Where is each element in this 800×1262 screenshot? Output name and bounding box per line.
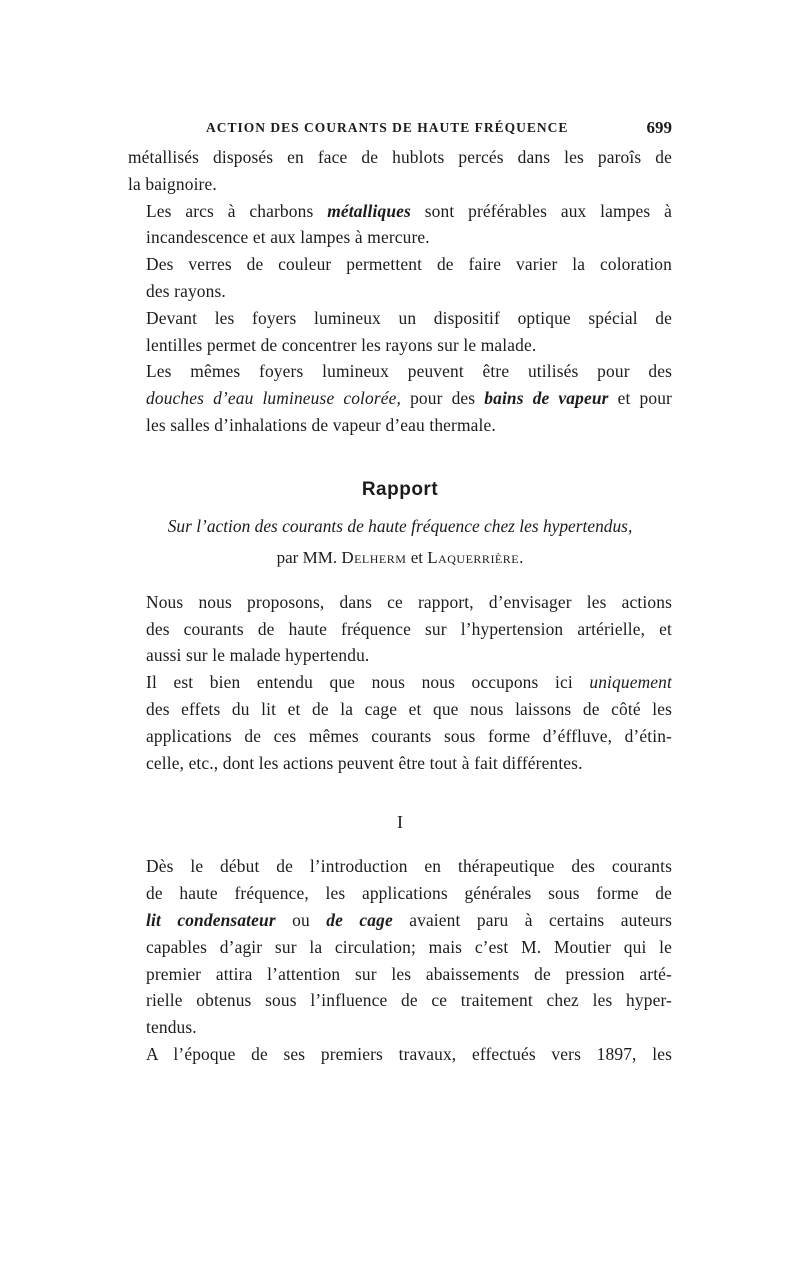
text-run: avaient paru à certains auteurs <box>392 909 673 930</box>
paragraph-5 <box>128 358 672 438</box>
section-authors <box>128 545 672 571</box>
text-line <box>128 198 672 225</box>
text-run: pour des <box>401 388 485 409</box>
text-run: par MM. <box>276 547 342 567</box>
text-line: A l’époque de ses premiers travaux, effectués vers 1897, les <box>146 1043 672 1064</box>
paragraph-3 <box>128 251 672 305</box>
section-title: Rapport <box>361 478 439 500</box>
paragraph-4 <box>128 305 672 359</box>
text-line <box>128 907 672 934</box>
emphasis-text: métalliques <box>327 200 411 221</box>
emphasis-text: bains de vapeur <box>484 388 609 409</box>
paragraph-6 <box>128 589 672 669</box>
text-line: applications de ces mêmes courants sous forme d’éffluve, d’étin- <box>146 725 672 746</box>
text-run: et pour <box>608 388 672 409</box>
text-line: Des verres de couleur permettent de faire varier la coloration <box>146 254 672 275</box>
text-line: de haute fréquence, les applications générales sous forme de <box>146 883 672 904</box>
section-subtitle: Sur l’action des courants de haute fréquence chez les hypertendus, <box>167 515 633 536</box>
text-run: et <box>406 547 428 567</box>
text-run: . <box>519 547 524 567</box>
text-line: des courants de haute fréquence sur l’hypertension artérielle, et <box>146 618 672 639</box>
text-line: Les mêmes foyers lumineux peuvent être utilisés pour des <box>146 361 672 382</box>
text-line: incandescence et aux lampes à mercure. <box>146 227 430 248</box>
emphasis-text: de cage <box>326 909 393 930</box>
text-line: capables d’agir sur la circulation; mais c’est M. Moutier qui le <box>146 936 672 957</box>
text-line: Dès le début de l’introduction en thérapeutique des courants <box>146 856 672 877</box>
text-line <box>128 669 672 696</box>
paragraph-2 <box>128 198 672 252</box>
text-line: les salles d’inhalations de vapeur d’eau thermale. <box>146 414 496 435</box>
book-page <box>128 116 672 1068</box>
emphasis-text: douches d’eau lumineuse colorée, <box>146 388 402 409</box>
text-line <box>128 385 672 412</box>
text-line: des rayons. <box>146 280 226 301</box>
text-run: Il est bien entendu que nous nous occupons ici <box>146 672 590 693</box>
text-line: tendus. <box>146 1017 197 1038</box>
page-number: 699 <box>646 118 672 137</box>
text-line: lentilles permet de concentrer les rayons sur le malade. <box>146 334 537 355</box>
text-line: aussi sur le malade hypertendu. <box>146 645 370 666</box>
paragraph-8 <box>128 853 672 1041</box>
text-run: ou <box>275 909 327 930</box>
text-line: Nous nous proposons, dans ce rapport, d’envisager les actions <box>146 591 672 612</box>
text-line: la baignoire. <box>128 173 217 194</box>
text-run: Les arcs à charbons <box>146 200 328 221</box>
author-name: Laquerrière <box>427 547 520 567</box>
text-run: sont préférables aux lampes à <box>410 200 672 221</box>
text-line: celle, etc., dont les actions peuvent être tout à fait différentes. <box>146 752 583 773</box>
paragraph-9 <box>128 1041 672 1068</box>
emphasis-text: lit condensateur <box>146 909 276 930</box>
part-numeral: I <box>397 812 403 833</box>
author-name: Delherm <box>341 547 407 567</box>
running-head <box>128 116 672 144</box>
paragraph-7 <box>128 669 672 776</box>
text-line: premier attira l’attention sur les abaissements de pression arté- <box>146 963 672 984</box>
running-title: ACTION DES COURANTS DE HAUTE FRÉQUENCE <box>206 120 569 135</box>
text-line: rielle obtenus sous l’influence de ce traitement chez les hyper- <box>146 990 672 1011</box>
text-line: des effets du lit et de la cage et que nous laissons de côté les <box>146 698 672 719</box>
text-line: Devant les foyers lumineux un dispositif optique spécial de <box>146 307 672 328</box>
paragraph-1 <box>128 144 672 198</box>
emphasis-text: uniquement <box>589 672 672 693</box>
text-line: métallisés disposés en face de hublots percés dans les paroîs de <box>128 147 672 167</box>
